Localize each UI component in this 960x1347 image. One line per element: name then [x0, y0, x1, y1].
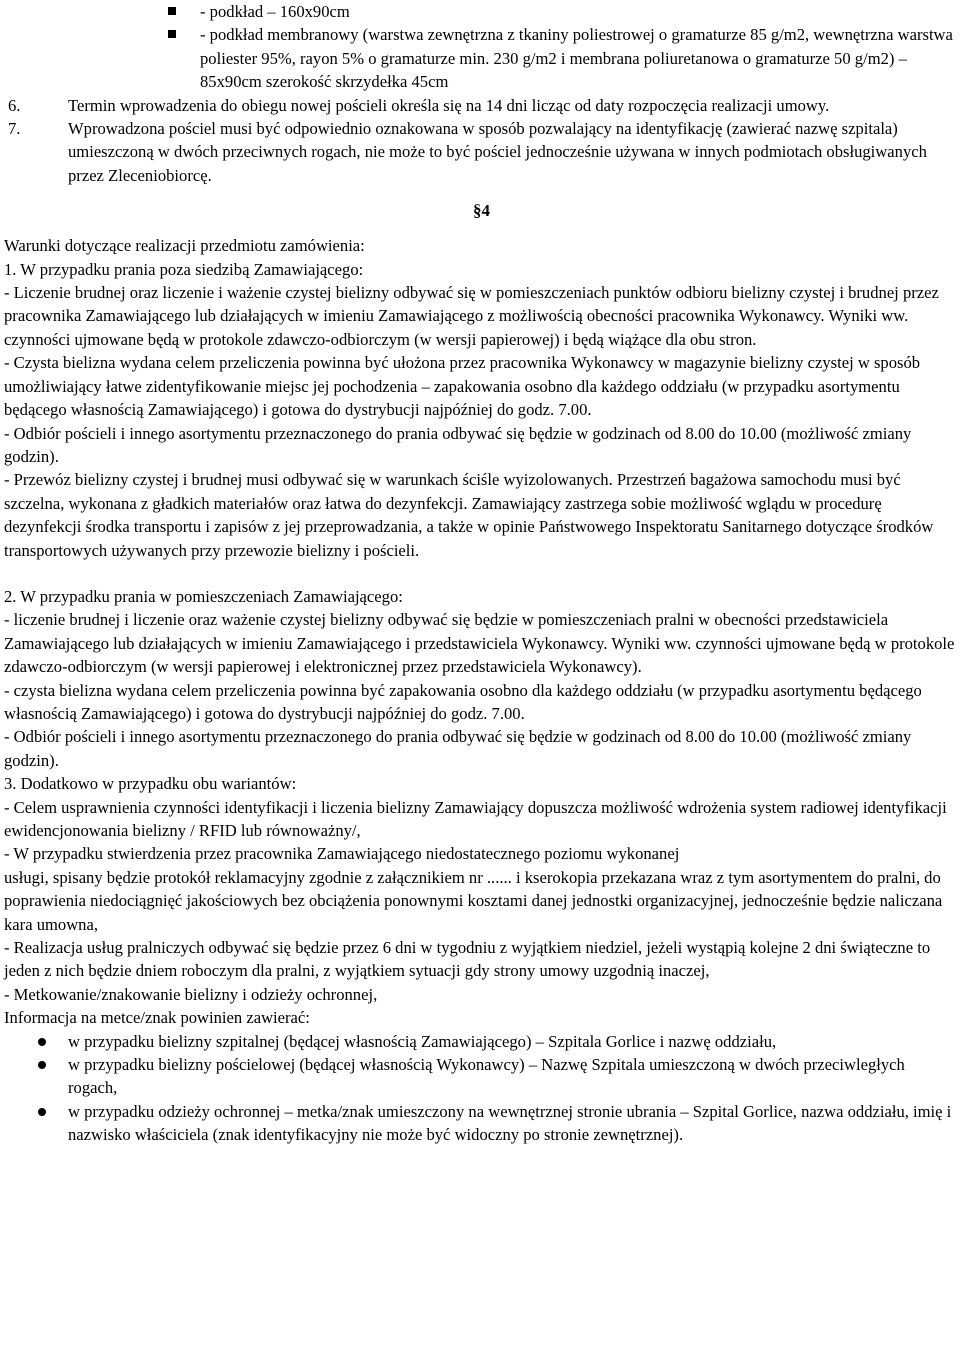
paragraph: usługi, spisany będzie protokół reklamacyjny zgodnie z załącznikiem nr ...... i kserokopia przekazana wraz z tym asortymentem do pralni, do poprawienia niedociągnięć jakościowych bez obciążenia ponownymi kosztami danej jednostki organizacyjnej, jednocześnie będzie naliczana kara umowna,: [4, 867, 943, 934]
round-bullet-icon: [38, 1108, 46, 1116]
paragraph: - liczenie brudnej i liczenie oraz ważenie czystej bielizny odbywać się będzie w pomieszczeniach pralni w obecności przedstawiciela Zamawiającego lub działających w imieniu Zamawiającego i przedstawiciela Wykonawcy. Wyniki ww. czynności ujmowane będą w protokole zdawczo-odbiorczym (w wersji papierowej i elektronicznej przez przedstawiciela Wykonawcy).: [4, 610, 955, 677]
round-bullet-icon: [38, 1038, 46, 1046]
list-item-text: - podkład – 160x90cm: [200, 2, 350, 21]
bullet-text: w przypadku odzieży ochronnej – metka/znak umieszczony na wewnętrznej stronie ubrania – Szpital Gorlice, nazwa oddziału, imię i nazwisko właściciela (znak identyfikacyjny nie może być widoczny po stronie zewnętrznej).: [68, 1101, 952, 1145]
paragraph: - czysta bielizna wydana celem przeliczenia powinna być zapakowania osobno dla każdego oddziału (w przypadku asortymentu będącego własnością Zamawiającego) i gotowa do dystrybucji najpóźniej do godz. 7.00.: [4, 680, 922, 723]
spacer: [4, 562, 956, 585]
paragraph: - Odbiór pościeli i innego asortymentu przeznaczonego do prania odbywać się będzie w godzinach od 8.00 do 10.00 (możliwość zmiany godzin).: [4, 727, 912, 770]
numbered-item-7: [4, 117, 956, 187]
list-item-text: - podkład membranowy (warstwa zewnętrzna z tkaniny poliestrowej o gramaturze 85 g/m2, wewnętrzna warstwa poliester 95%, rayon 5% o gramaturze min. 230 g/m2 i membrana poliuretanowa o gramaturze 50 g/m2) – 85x90cm szerokość skrzydełka 45cm: [200, 25, 953, 92]
list-item: [4, 0, 956, 23]
list-item: [4, 23, 956, 93]
numbered-item-6: [4, 94, 956, 117]
item-text: Termin wprowadzenia do obiegu nowej pościeli określa się na 14 dni licząc od daty rozpoczęcia realizacji umowy.: [68, 95, 830, 115]
bullet-item: [4, 1053, 956, 1100]
square-bullet-icon: [168, 30, 176, 38]
case-2-heading: 2. W przypadku prania w pomieszczeniach Zamawiającego:: [4, 586, 403, 606]
paragraph: - Realizacja usług pralniczych odbywać się będzie przez 6 dni w tygodniu z wyjątkiem niedziel, jeżeli wystąpią kolejne 2 dni świąteczne to jeden z nich będzie dniem roboczym dla pralni, z wyjątkiem sytuacji gdy strony umowy uzgodnią inaczej,: [4, 938, 931, 981]
paragraph: - Metkowanie/znakowanie bielizny i odzieży ochronnej,: [4, 984, 378, 1004]
item-text: Wprowadzona pościel musi być odpowiednio oznakowana w sposób pozwalający na identyfikację (zawierać nazwę szpitala) umieszczoną w dwóch przeciwnych rogach, nie może to być pościel jednocześnie używana w innych podmiotach obsługiwanych przez Zleceniobiorcę.: [68, 119, 927, 185]
section-number: §4: [473, 201, 490, 221]
round-bullet-icon: [38, 1061, 46, 1069]
paragraph: - Przewóz bielizny czystej i brudnej musi odbywać się w warunkach ściśle wyizolowanych. Przestrzeń bagażowa samochodu musi być szczelna, wykonana z gładkich materiałów oraz łatwa do dezynfekcji. Zamawiający zastrzega sobie możliwość wglądu w procedurę dezynfekcji środka transportu i zapisów z jej przeprowadzania, a także w opinie Państwowego Inspektoratu Sanitarnego dotyczące środków transportowych używanych przy przewozie bielizny i pościeli.: [4, 470, 934, 560]
paragraph: - Odbiór pościeli i innego asortymentu przeznaczonego do prania odbywać się będzie w godzinach od 8.00 do 10.00 (możliwość zmiany godzin).: [4, 423, 912, 466]
bullet-item: [4, 1030, 956, 1053]
paragraph: - Czysta bielizna wydana celem przeliczenia powinna być ułożona przez pracownika Wykonawcy w magazynie bielizny czystej w sposób umożliwiający łatwe zidentyfikowanie miejsc jej pochodzenia – zapakowania osobno dla każdego oddziału (w przypadku asortymentu będącego własnością Zamawiającego) i gotowa do dystrybucji najpóźniej do godz. 7.00.: [4, 353, 921, 420]
document-page: [4, 0, 956, 1147]
conditions-heading: Warunki dotyczące realizacji przedmiotu zamówienia:: [4, 236, 365, 256]
case-3-heading: 3. Dodatkowo w przypadku obu wariantów:: [4, 774, 297, 794]
material-list: [4, 0, 956, 94]
bullet-text: w przypadku bielizny pościelowej (będącej własnością Wykonawcy) – Nazwę Szpitala umieszczoną w dwóch przeciwległych rogach,: [68, 1055, 905, 1098]
paragraph: - Liczenie brudnej oraz liczenie i ważenie czystej bielizny odbywać się w pomieszczeniach punktów odbioru bielizny czystej i brudnej przez pracownika Zamawiającego lub działających w imieniu Zamawiającego z możliwością obecności pracownika Wykonawcy. Wyniki ww. czynności ujmowane będą w protokole zdawczo-odbiorczym (w wersji papierowej) i będą wiążące dla obu stron.: [4, 283, 939, 349]
square-bullet-icon: [168, 7, 176, 15]
case-1-heading: 1. W przypadku prania poza siedzibą Zamawiającego:: [4, 259, 364, 279]
paragraph: Informacja na metce/znak powinien zawierać:: [4, 1008, 310, 1028]
item-number: 6.: [8, 95, 21, 115]
paragraph: - Celem usprawnienia czynności identyfikacji i liczenia bielizny Zamawiający dopuszcza możliwość wdrożenia system radiowej identyfikacji ewidencjonowania bielizny / RFID lub równoważny/,: [4, 797, 947, 840]
bullet-text: w przypadku bielizny szpitalnej (będącej własnością Zamawiającego) – Szpitala Gorlice i nazwę oddziału,: [68, 1031, 777, 1051]
item-number: 7.: [8, 119, 21, 139]
paragraph: - W przypadku stwierdzenia przez pracownika Zamawiającego niedostatecznego poziomu wykonanej: [4, 844, 680, 864]
bullet-item: [4, 1100, 956, 1147]
